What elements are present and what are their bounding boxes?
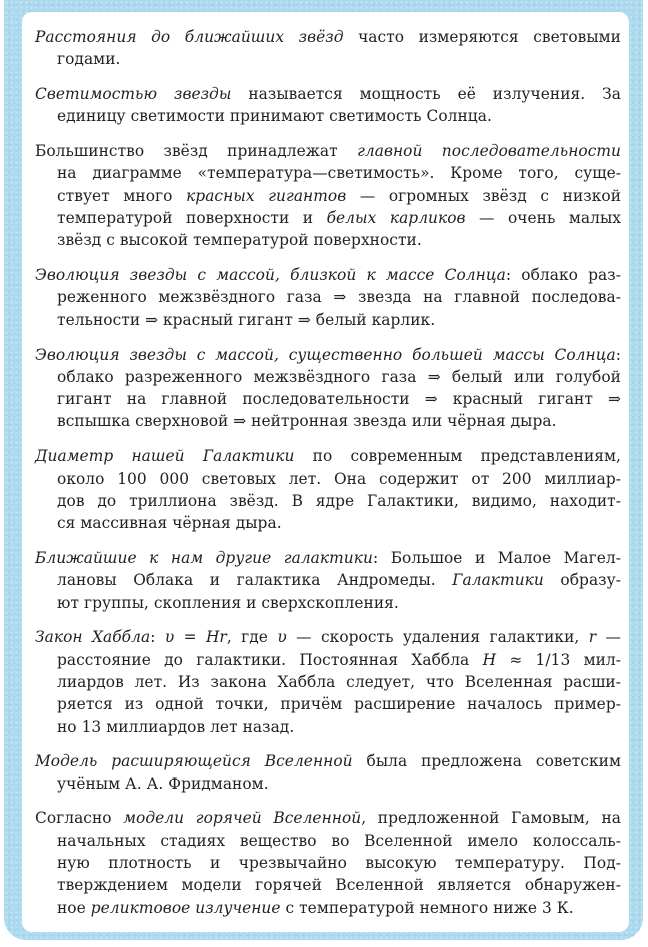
emphasized-term: модели горячей Вселенной bbox=[123, 809, 362, 828]
summary-text bbox=[35, 26, 621, 931]
text-run: температурой поверхности и bbox=[57, 209, 327, 228]
text-run: была предложена советским bbox=[352, 752, 621, 771]
text-run: Большинство звёзд принадлежат bbox=[35, 142, 358, 161]
text-line bbox=[57, 162, 621, 184]
text-run: тельности ⇒ красный гигант ⇒ белый карлик. bbox=[57, 310, 436, 329]
text-line bbox=[57, 410, 621, 432]
emphasized-term: красных гигантов bbox=[186, 186, 347, 205]
text-run: облако разреженного межзвёздного газа ⇒ белый или голубой bbox=[57, 367, 621, 386]
emphasized-term: Расстояния до ближайших звёзд bbox=[35, 28, 344, 46]
emphasized-term: реликтовое излучение bbox=[90, 898, 281, 917]
text-run: дов до триллиона звёзд. В ядре Галактики, видимо, находит- bbox=[57, 491, 621, 510]
paragraph-evolution-massive bbox=[35, 344, 621, 433]
text-run: называется мощность её излучения. За bbox=[231, 85, 621, 104]
paragraph-hubble-law bbox=[35, 626, 621, 737]
text-run: ≈ 1/13 мил- bbox=[496, 650, 621, 669]
paragraph-hot-universe bbox=[35, 807, 621, 918]
text-run: реженного межзвёздного газа ⇒ звезда на главной последова- bbox=[57, 288, 621, 307]
text-run: Согласно bbox=[35, 809, 124, 828]
emphasized-term: Эволюция звезды с массой, близкой к массе Солнца bbox=[35, 266, 506, 285]
emphasized-term: Эволюция звезды с массой, существенно большей массы Солнца bbox=[35, 345, 616, 364]
paragraph-nearest-stars-distance bbox=[35, 26, 621, 71]
text-run: гигант на главной последовательности ⇒ красный гигант ⇒ bbox=[57, 390, 621, 409]
text-line bbox=[35, 626, 621, 648]
text-line bbox=[57, 105, 621, 127]
text-run: но 13 миллиардов лет назад. bbox=[57, 717, 295, 736]
paragraph-nearest-galaxies bbox=[35, 547, 621, 614]
text-line bbox=[57, 671, 621, 693]
text-run: — очень малых bbox=[465, 209, 621, 228]
text-line bbox=[57, 229, 621, 251]
emphasized-term: Закон Хаббла bbox=[35, 628, 151, 647]
text-line bbox=[35, 83, 621, 105]
text-line bbox=[57, 185, 621, 207]
text-run: ся массивная чёрная дыра. bbox=[57, 514, 282, 533]
paragraph-galaxy-diameter bbox=[35, 445, 621, 534]
text-run: на диаграмме «температура—светимость». Кроме того, суще- bbox=[57, 164, 621, 183]
paragraph-star-luminosity bbox=[35, 83, 621, 128]
text-line bbox=[35, 264, 621, 286]
text-line bbox=[57, 569, 621, 591]
emphasized-term: Модель расширяющейся Вселенной bbox=[35, 752, 353, 771]
text-line bbox=[57, 512, 621, 534]
paragraph-expanding-universe bbox=[35, 750, 621, 795]
text-run: лиардов лет. Из закона Хаббла следует, что Вселенная расши- bbox=[57, 672, 621, 691]
text-run: ную плотность и чрезвычайно высокую температуру. Под- bbox=[57, 854, 621, 872]
text-line bbox=[57, 773, 621, 795]
emphasized-term: H bbox=[482, 650, 497, 669]
text-line bbox=[57, 388, 621, 410]
text-run: : bbox=[615, 345, 621, 364]
text-run: — скорость удаления галактики, bbox=[286, 628, 589, 647]
text-run: : Большое и Малое Магел- bbox=[372, 548, 621, 567]
text-run: учёным А. А. Фридманом. bbox=[57, 774, 269, 793]
text-run: годами. bbox=[57, 50, 121, 69]
text-run: по современным представлениям, bbox=[294, 447, 621, 466]
emphasized-term: υ bbox=[164, 628, 175, 647]
text-line bbox=[57, 592, 621, 614]
text-run: — огромных звёзд с низкой bbox=[346, 186, 621, 205]
text-run: = bbox=[174, 628, 206, 647]
emphasized-term: главной последовательности bbox=[357, 142, 621, 161]
text-run: , предложенной Гамовым, на bbox=[361, 809, 621, 828]
text-run: тверждением модели горячей Вселенной является обнаружен- bbox=[57, 876, 621, 895]
text-line bbox=[57, 48, 621, 70]
text-run: : облако раз- bbox=[505, 266, 621, 285]
text-run: лановы Облака и галактика Андромеды. bbox=[57, 571, 453, 590]
text-line bbox=[35, 547, 621, 569]
text-run: , где bbox=[226, 628, 278, 647]
text-line bbox=[35, 445, 621, 467]
text-line bbox=[35, 140, 621, 162]
text-run: : bbox=[150, 628, 165, 647]
text-line bbox=[57, 649, 621, 671]
emphasized-term: υ bbox=[277, 628, 287, 647]
emphasized-term: Светимостью звезды bbox=[35, 85, 232, 104]
text-run: звёзд с высокой температурой поверхности. bbox=[57, 231, 422, 250]
emphasized-term: белых карликов bbox=[326, 209, 466, 228]
text-line bbox=[57, 716, 621, 738]
text-run: — bbox=[596, 628, 621, 647]
text-line bbox=[57, 286, 621, 308]
text-run: с температурой немного ниже 3 К. bbox=[280, 898, 574, 917]
text-line bbox=[57, 207, 621, 229]
emphasized-term: Диаметр нашей Галактики bbox=[35, 447, 295, 466]
text-line bbox=[57, 852, 621, 874]
text-line bbox=[57, 309, 621, 331]
text-run: образу- bbox=[543, 571, 621, 590]
text-run: ное bbox=[57, 898, 91, 917]
paragraph-main-sequence bbox=[35, 140, 621, 251]
text-line bbox=[57, 830, 621, 852]
emphasized-term: Hr bbox=[205, 628, 227, 647]
emphasized-term: r bbox=[588, 628, 597, 647]
text-line bbox=[35, 344, 621, 366]
text-run: ряется из одной точки, причём расширение началось пример- bbox=[57, 695, 621, 714]
text-line bbox=[57, 693, 621, 715]
emphasized-term: Ближайшие к нам другие галактики bbox=[35, 548, 373, 567]
text-run: часто измеряются световыми bbox=[343, 28, 621, 46]
text-run: ствует много bbox=[57, 186, 187, 205]
text-line bbox=[35, 807, 621, 829]
text-run: единицу светимости принимают светимость Солнца. bbox=[57, 107, 492, 126]
text-line bbox=[57, 897, 621, 919]
text-run: ют группы, скопления и сверхскопления. bbox=[57, 593, 399, 612]
text-run: расстояние до галактики. Постоянная Хаббла bbox=[57, 650, 483, 669]
text-line bbox=[57, 874, 621, 896]
text-line bbox=[35, 750, 621, 772]
text-line bbox=[57, 490, 621, 512]
text-line bbox=[35, 26, 621, 48]
paragraph-evolution-solar-mass bbox=[35, 264, 621, 331]
text-run: начальных стадиях вещество во Вселенной имело колоссаль- bbox=[57, 831, 621, 850]
text-line bbox=[57, 366, 621, 388]
text-run: около 100 000 световых лет. Она содержит от 200 миллиар- bbox=[57, 469, 621, 488]
text-run: вспышка сверхновой ⇒ нейтронная звезда или чёрная дыра. bbox=[57, 412, 557, 431]
text-line bbox=[57, 468, 621, 490]
emphasized-term: Галактики bbox=[452, 571, 544, 590]
